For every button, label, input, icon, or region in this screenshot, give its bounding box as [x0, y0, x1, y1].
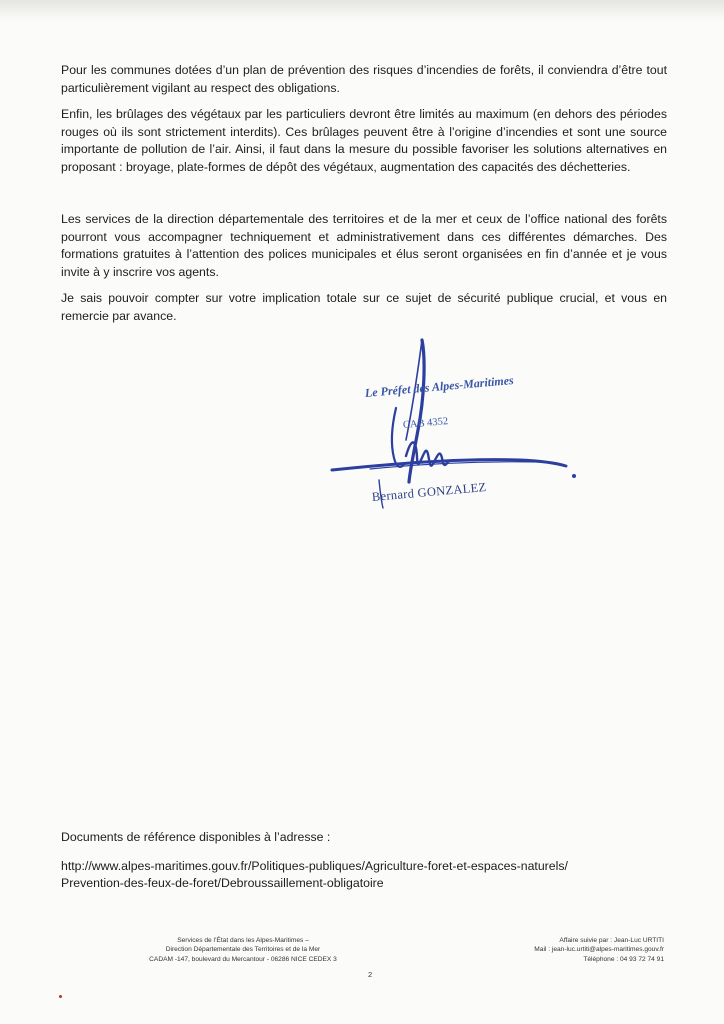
reference-url-line-2: Prevention-des-feux-de-foret/Debroussaillement-obligatoire: [61, 876, 384, 891]
signature-title: Le Préfet des Alpes-Maritimes: [364, 373, 515, 400]
footer-contact-line: Affaire suivie par : Jean-Luc URTITI: [559, 937, 664, 944]
footer-contact-line: Téléphone : 04 93 72 74 91: [583, 955, 664, 963]
footer-contact: [424, 936, 664, 964]
footer-address-line: Direction Départementale des Territoires et de la Mer: [165, 946, 321, 954]
footer-address-line: Services de l’État dans les Alpes-Maritimes –: [177, 937, 309, 944]
footer-address-line: CADAM -147, boulevard du Mercantour - 06286 NICE CEDEX 3: [149, 955, 337, 963]
page-number: 2: [368, 970, 373, 979]
body-paragraph-4: Je sais pouvoir compter sur votre implication totale sur ce sujet de sécurité publique crucial, et vous en remercie par avance.: [61, 291, 667, 323]
signatory-name: Bernard GONZALEZ: [371, 480, 487, 504]
references-heading: Documents de référence disponibles à l’adresse :: [61, 830, 331, 844]
body-paragraph-2: Enfin, les brûlages des végétaux par les particuliers devront être limités au maximum (en dehors des périodes rouges où ils sont strictement interdits). Ces brûlages peuvent être à l’origine d’incendies et sont une source importante de pollution de l’air. Ainsi, il faut dans la mesure du possible favoriser les solutions alternatives en proposant : broyage, plate-formes de dépôt des végétaux, augmentation des capacités des déchetteries.: [61, 107, 667, 174]
signature-reference: CAB 4352: [402, 416, 449, 431]
footer-address: [93, 936, 393, 964]
scan-speck: [59, 995, 62, 998]
body-paragraph-3: Les services de la direction départementale des territoires et de la mer et ceux de l’office national des forêts pourront vous accompagner techniquement et administrativement dans ces différentes démarches. Des formations gratuites à l’attention des polices municipales et élus seront organisées en fin d’année et je vous invite à y inscrire vos agents.: [61, 212, 667, 279]
body-paragraph-1: Pour les communes dotées d’un plan de prévention des risques d’incendies de forêts, il conviendra d’être tout particulièrement vigilant au respect des obligations.: [61, 63, 667, 95]
footer-contact-line: Mail : jean-luc.urtiti@alpes-maritimes.gouv.fr: [534, 946, 664, 954]
scan-edge-shadow: [0, 0, 724, 22]
reference-url-line-1: http://www.alpes-maritimes.gouv.fr/Politiques-publiques/Agriculture-foret-et-espaces-naturels/: [61, 858, 568, 873]
references-block: [61, 829, 681, 893]
